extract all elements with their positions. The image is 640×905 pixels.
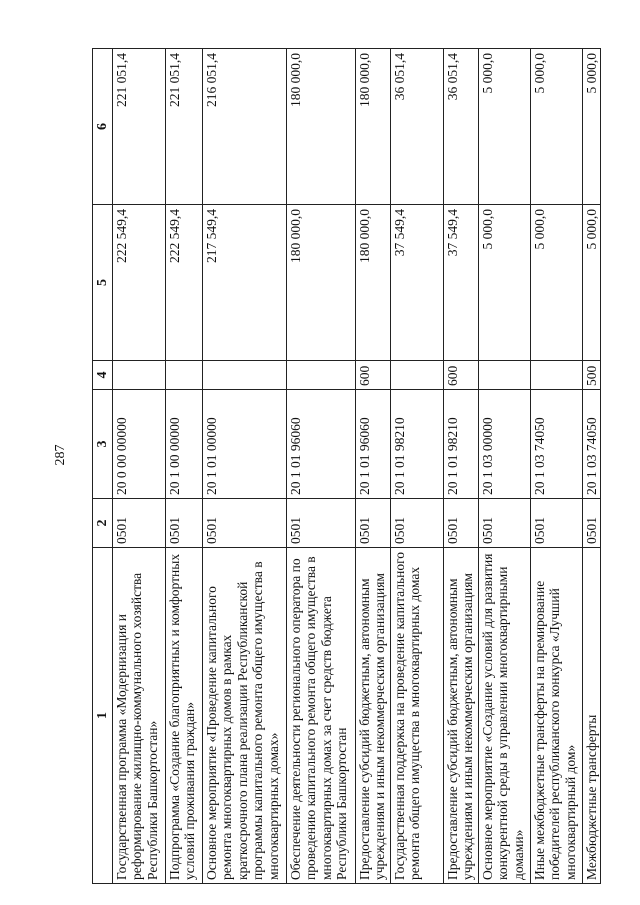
section-cell: 0501 xyxy=(287,499,356,548)
target-article-cell: 20 1 00 00000 xyxy=(166,390,203,499)
rotated-table-wrapper xyxy=(92,49,599,884)
table-row xyxy=(203,49,287,884)
expense-type-cell xyxy=(203,361,287,390)
amount-cell: 36 051,4 xyxy=(444,49,479,205)
column-header: 5 xyxy=(93,205,113,361)
expense-type-cell xyxy=(531,361,583,390)
name-cell: Основное мероприятие «Создание условий для развития конкурентной среды в управлении многоквартирными домами» xyxy=(479,548,531,884)
section-cell: 0501 xyxy=(356,499,391,548)
target-article-cell: 20 1 03 74050 xyxy=(531,390,583,499)
amount-cell: 5 000,0 xyxy=(479,205,531,361)
section-cell: 0501 xyxy=(391,499,444,548)
name-cell: Предоставление субсидий бюджетным, автономным учреждениям и иным некоммерческим организациям xyxy=(356,548,391,884)
amount-cell: 36 051,4 xyxy=(391,49,444,205)
name-cell: Основное мероприятие «Проведение капитального ремонта многоквартирных домов в рамках краткосрочного плана реализации Республиканской программы капитального ремонта общего имущества в многоквартирных домах» xyxy=(203,548,287,884)
table-row xyxy=(356,49,391,884)
section-cell: 0501 xyxy=(531,499,583,548)
expense-type-cell: 600 xyxy=(444,361,479,390)
table-row xyxy=(444,49,479,884)
expense-type-cell xyxy=(166,361,203,390)
column-header: 3 xyxy=(93,390,113,499)
amount-cell: 180 000,0 xyxy=(356,49,391,205)
table-row xyxy=(287,49,356,884)
column-header: 6 xyxy=(93,49,113,205)
table-row xyxy=(113,49,166,884)
amount-cell: 180 000,0 xyxy=(287,49,356,205)
target-article-cell: 20 0 00 00000 xyxy=(113,390,166,499)
amount-cell: 216 051,4 xyxy=(203,49,287,205)
amount-cell: 37 549,4 xyxy=(391,205,444,361)
column-header: 4 xyxy=(93,361,113,390)
table-row xyxy=(391,49,444,884)
amount-cell: 180 000,0 xyxy=(287,205,356,361)
target-article-cell: 20 1 01 96060 xyxy=(287,390,356,499)
name-cell: Предоставление субсидий бюджетным, автономным учреждениям и иным некоммерческим организациям xyxy=(444,548,479,884)
budget-table xyxy=(92,48,601,884)
expense-type-cell xyxy=(287,361,356,390)
target-article-cell: 20 1 03 74050 xyxy=(583,390,601,499)
name-cell: Обеспечение деятельности регионального оператора по проведению капитального ремонта общего имущества в многоквартирных домах за счет средств бюджета Республики Башкортостан xyxy=(287,548,356,884)
name-cell: Подпрограмма «Создание благоприятных и комфортных условий проживания граждан» xyxy=(166,548,203,884)
table-row xyxy=(531,49,583,884)
table-row xyxy=(583,49,601,884)
column-header: 1 xyxy=(93,548,113,884)
amount-cell: 221 051,4 xyxy=(166,49,203,205)
name-cell: Иные межбюджетные трансферты на премирование победителей республиканского конкурса «Лучший многоквартирный дом» xyxy=(531,548,583,884)
target-article-cell: 20 1 03 00000 xyxy=(479,390,531,499)
section-cell: 0501 xyxy=(113,499,166,548)
amount-cell: 5 000,0 xyxy=(583,205,601,361)
amount-cell: 221 051,4 xyxy=(113,49,166,205)
expense-type-cell: 600 xyxy=(356,361,391,390)
target-article-cell: 20 1 01 98210 xyxy=(391,390,444,499)
target-article-cell: 20 1 01 96060 xyxy=(356,390,391,499)
expense-type-cell: 500 xyxy=(583,361,601,390)
expense-type-cell xyxy=(479,361,531,390)
expense-type-cell xyxy=(391,361,444,390)
page-number: 287 xyxy=(53,444,68,466)
section-cell: 0501 xyxy=(166,499,203,548)
name-cell: Государственная поддержка на проведение капитального ремонта общего имущества в многоквартирных домах xyxy=(391,548,444,884)
amount-cell: 37 549,4 xyxy=(444,205,479,361)
amount-cell: 180 000,0 xyxy=(356,205,391,361)
section-cell: 0501 xyxy=(203,499,287,548)
column-header: 2 xyxy=(93,499,113,548)
amount-cell: 5 000,0 xyxy=(531,49,583,205)
section-cell: 0501 xyxy=(444,499,479,548)
amount-cell: 222 549,4 xyxy=(166,205,203,361)
table-row xyxy=(479,49,531,884)
section-cell: 0501 xyxy=(479,499,531,548)
header-row xyxy=(93,49,113,884)
target-article-cell: 20 1 01 00000 xyxy=(203,390,287,499)
name-cell: Государственная программа «Модернизация и реформирование жилищно-коммунального хозяйства Республики Башкортостан» xyxy=(113,548,166,884)
amount-cell: 217 549,4 xyxy=(203,205,287,361)
table-row xyxy=(166,49,203,884)
amount-cell: 5 000,0 xyxy=(531,205,583,361)
expense-type-cell xyxy=(113,361,166,390)
amount-cell: 222 549,4 xyxy=(113,205,166,361)
section-cell: 0501 xyxy=(583,499,601,548)
name-cell: Межбюджетные трансферты xyxy=(583,548,601,884)
target-article-cell: 20 1 01 98210 xyxy=(444,390,479,499)
amount-cell: 5 000,0 xyxy=(583,49,601,205)
amount-cell: 5 000,0 xyxy=(479,49,531,205)
